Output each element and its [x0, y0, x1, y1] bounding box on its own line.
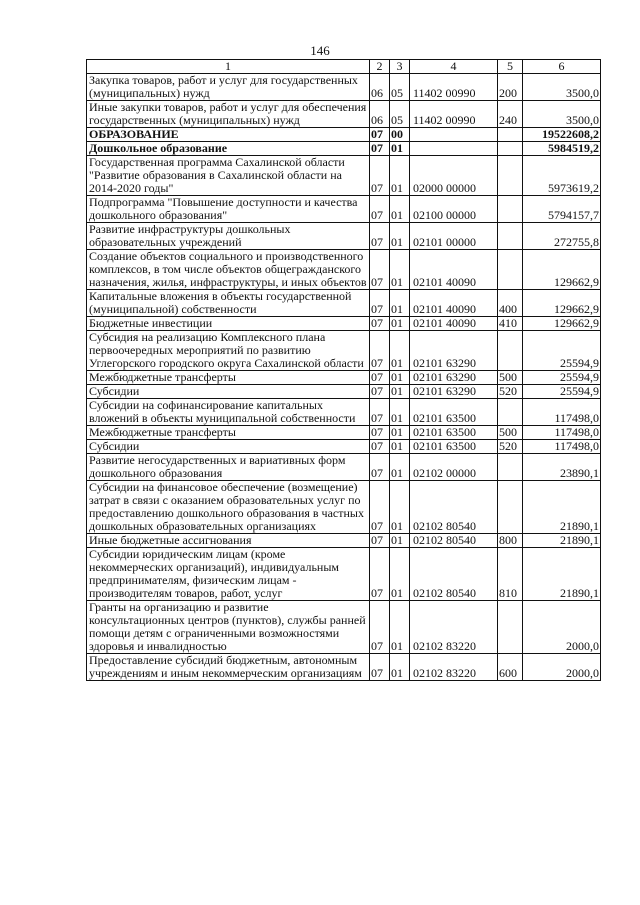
table-row — [87, 128, 601, 142]
row-name-cell: Межбюджетные трансферты — [87, 426, 370, 440]
amount-cell: 3500,0 — [523, 74, 601, 101]
table-row — [87, 534, 601, 548]
row-name-cell: Капитальные вложения в объекты государственной (муниципальной) собственности — [87, 290, 370, 317]
table-row — [87, 74, 601, 101]
row-name-cell: Субсидии на финансовое обеспечение (возмещение) затрат в связи с оказанием образовательных услуг по предоставлению дошкольного образования в частных дошкольных образовательных организациях — [87, 481, 370, 534]
table-row — [87, 601, 601, 654]
expense-type-cell: 200 — [498, 74, 523, 101]
amount-cell: 19522608,2 — [523, 128, 601, 142]
subsection-code-cell: 01 — [390, 290, 410, 317]
subsection-code-cell: 01 — [390, 601, 410, 654]
subsection-code-cell: 01 — [390, 548, 410, 601]
target-article-cell — [410, 142, 498, 156]
section-code-cell: 07 — [370, 331, 390, 371]
target-article-cell: 02100 00000 — [410, 196, 498, 223]
section-code-cell: 07 — [370, 534, 390, 548]
amount-cell: 25594,9 — [523, 331, 601, 371]
section-code-cell: 07 — [370, 128, 390, 142]
target-article-cell: 02101 63290 — [410, 331, 498, 371]
subsection-code-cell: 01 — [390, 156, 410, 196]
subsection-code-cell: 01 — [390, 440, 410, 454]
target-article-cell: 11402 00990 — [410, 101, 498, 128]
section-code-cell: 07 — [370, 454, 390, 481]
section-code-cell: 07 — [370, 440, 390, 454]
row-name-cell: Субсидии на софинансирование капитальных вложений в объекты муниципальной собственности — [87, 399, 370, 426]
column-header: 3 — [390, 60, 410, 74]
subsection-code-cell: 01 — [390, 142, 410, 156]
amount-cell: 21890,1 — [523, 548, 601, 601]
subsection-code-cell: 01 — [390, 317, 410, 331]
amount-cell: 25594,9 — [523, 371, 601, 385]
subsection-code-cell: 01 — [390, 385, 410, 399]
amount-cell: 129662,9 — [523, 290, 601, 317]
expense-type-cell: 600 — [498, 654, 523, 681]
table-row — [87, 385, 601, 399]
section-code-cell: 07 — [370, 290, 390, 317]
target-article-cell: 02102 80540 — [410, 481, 498, 534]
amount-cell: 25594,9 — [523, 385, 601, 399]
target-article-cell: 02101 00000 — [410, 223, 498, 250]
target-article-cell — [410, 128, 498, 142]
section-code-cell: 07 — [370, 481, 390, 534]
target-article-cell: 02101 63290 — [410, 385, 498, 399]
subsection-code-cell: 01 — [390, 454, 410, 481]
subsection-code-cell: 05 — [390, 101, 410, 128]
section-code-cell: 07 — [370, 250, 390, 290]
row-name-cell: Межбюджетные трансферты — [87, 371, 370, 385]
column-header: 2 — [370, 60, 390, 74]
expense-type-cell — [498, 196, 523, 223]
table-row — [87, 654, 601, 681]
amount-cell: 21890,1 — [523, 534, 601, 548]
target-article-cell: 02102 80540 — [410, 548, 498, 601]
expense-type-cell: 400 — [498, 290, 523, 317]
table-row — [87, 399, 601, 426]
table-row — [87, 223, 601, 250]
section-code-cell: 06 — [370, 101, 390, 128]
row-name-cell: Бюджетные инвестиции — [87, 317, 370, 331]
expense-type-cell: 810 — [498, 548, 523, 601]
row-name-cell: Предоставление субсидий бюджетным, автономным учреждениям и иным некоммерческим организациям — [87, 654, 370, 681]
target-article-cell: 02101 63290 — [410, 371, 498, 385]
expense-type-cell — [498, 601, 523, 654]
table-row — [87, 101, 601, 128]
table-row — [87, 156, 601, 196]
expense-type-cell — [498, 399, 523, 426]
column-header: 6 — [523, 60, 601, 74]
target-article-cell: 02101 40090 — [410, 290, 498, 317]
budget-table — [86, 59, 601, 681]
expense-type-cell — [498, 481, 523, 534]
amount-cell: 5984519,2 — [523, 142, 601, 156]
amount-cell: 5973619,2 — [523, 156, 601, 196]
target-article-cell: 02102 80540 — [410, 534, 498, 548]
subsection-code-cell: 01 — [390, 223, 410, 250]
page-number: 146 — [310, 43, 330, 58]
subsection-code-cell: 00 — [390, 128, 410, 142]
expense-type-cell: 240 — [498, 101, 523, 128]
section-code-cell: 07 — [370, 399, 390, 426]
subsection-code-cell: 01 — [390, 654, 410, 681]
table-row — [87, 548, 601, 601]
subsection-code-cell: 01 — [390, 481, 410, 534]
amount-cell: 272755,8 — [523, 223, 601, 250]
amount-cell: 117498,0 — [523, 426, 601, 440]
section-code-cell: 07 — [370, 548, 390, 601]
subsection-code-cell: 01 — [390, 534, 410, 548]
target-article-cell: 02102 83220 — [410, 654, 498, 681]
section-code-cell: 07 — [370, 385, 390, 399]
row-name-cell: Развитие негосударственных и вариативных форм дошкольного образования — [87, 454, 370, 481]
section-code-cell: 07 — [370, 654, 390, 681]
subsection-code-cell: 01 — [390, 426, 410, 440]
row-name-cell: Закупка товаров, работ и услуг для государственных (муниципальных) нужд — [87, 74, 370, 101]
row-name-cell: Дошкольное образование — [87, 142, 370, 156]
target-article-cell: 02101 63500 — [410, 440, 498, 454]
subsection-code-cell: 01 — [390, 399, 410, 426]
expense-type-cell — [498, 250, 523, 290]
amount-cell: 2000,0 — [523, 654, 601, 681]
expense-type-cell — [498, 156, 523, 196]
table-row — [87, 440, 601, 454]
target-article-cell: 02102 83220 — [410, 601, 498, 654]
row-name-cell: Иные закупки товаров, работ и услуг для обеспечения государственных (муниципальных) нужд — [87, 101, 370, 128]
target-article-cell: 11402 00990 — [410, 74, 498, 101]
section-code-cell: 07 — [370, 601, 390, 654]
table-row — [87, 317, 601, 331]
target-article-cell: 02101 40090 — [410, 317, 498, 331]
target-article-cell: 02102 00000 — [410, 454, 498, 481]
row-name-cell: Подпрограмма "Повышение доступности и качества дошкольного образования" — [87, 196, 370, 223]
row-name-cell: Развитие инфраструктуры дошкольных образовательных учреждений — [87, 223, 370, 250]
section-code-cell: 06 — [370, 74, 390, 101]
table-row — [87, 371, 601, 385]
row-name-cell: Государственная программа Сахалинской области "Развитие образования в Сахалинской области на 2014-2020 годы" — [87, 156, 370, 196]
row-name-cell: Субсидия на реализацию Комплексного плана первоочередных мероприятий по развитию Углегорского городского округа Сахалинской области — [87, 331, 370, 371]
row-name-cell: Создание объектов социального и производственного комплексов, в том числе объектов общегражданского назначения, жилья, инфраструктуры, и иных объектов — [87, 250, 370, 290]
subsection-code-cell: 01 — [390, 331, 410, 371]
row-name-cell: ОБРАЗОВАНИЕ — [87, 128, 370, 142]
expense-type-cell: 800 — [498, 534, 523, 548]
subsection-code-cell: 01 — [390, 371, 410, 385]
expense-type-cell: 410 — [498, 317, 523, 331]
table-row — [87, 250, 601, 290]
expense-type-cell — [498, 331, 523, 371]
section-code-cell: 07 — [370, 317, 390, 331]
table-row — [87, 196, 601, 223]
expense-type-cell — [498, 142, 523, 156]
expense-type-cell: 500 — [498, 426, 523, 440]
subsection-code-cell: 05 — [390, 74, 410, 101]
amount-cell: 129662,9 — [523, 250, 601, 290]
amount-cell: 5794157,7 — [523, 196, 601, 223]
amount-cell: 3500,0 — [523, 101, 601, 128]
section-code-cell: 07 — [370, 142, 390, 156]
target-article-cell: 02101 63500 — [410, 426, 498, 440]
section-code-cell: 07 — [370, 426, 390, 440]
column-header: 4 — [410, 60, 498, 74]
expense-type-cell — [498, 128, 523, 142]
column-header: 1 — [87, 60, 370, 74]
table-row — [87, 290, 601, 317]
amount-cell: 117498,0 — [523, 399, 601, 426]
row-name-cell: Иные бюджетные ассигнования — [87, 534, 370, 548]
amount-cell: 117498,0 — [523, 440, 601, 454]
expense-type-cell: 520 — [498, 385, 523, 399]
subsection-code-cell: 01 — [390, 196, 410, 223]
row-name-cell: Субсидии юридическим лицам (кроме некоммерческих организаций), индивидуальным предпринимателям, физическим лицам - производителям товаров, работ, услуг — [87, 548, 370, 601]
amount-cell: 23890,1 — [523, 454, 601, 481]
table-row — [87, 331, 601, 371]
expense-type-cell: 520 — [498, 440, 523, 454]
amount-cell: 21890,1 — [523, 481, 601, 534]
expense-type-cell — [498, 223, 523, 250]
section-code-cell: 07 — [370, 371, 390, 385]
expense-type-cell: 500 — [498, 371, 523, 385]
expense-type-cell — [498, 454, 523, 481]
section-code-cell: 07 — [370, 156, 390, 196]
target-article-cell: 02000 00000 — [410, 156, 498, 196]
target-article-cell: 02101 40090 — [410, 250, 498, 290]
amount-cell: 2000,0 — [523, 601, 601, 654]
row-name-cell: Гранты на организацию и развитие консультационных центров (пунктов), службы ранней помощи детям с ограниченными возможностями здоровья и инвалидностью — [87, 601, 370, 654]
table-row — [87, 142, 601, 156]
row-name-cell: Субсидии — [87, 385, 370, 399]
subsection-code-cell: 01 — [390, 250, 410, 290]
table-row — [87, 454, 601, 481]
table-row — [87, 426, 601, 440]
table-header-row — [87, 60, 601, 74]
target-article-cell: 02101 63500 — [410, 399, 498, 426]
column-header: 5 — [498, 60, 523, 74]
section-code-cell: 07 — [370, 196, 390, 223]
section-code-cell: 07 — [370, 223, 390, 250]
row-name-cell: Субсидии — [87, 440, 370, 454]
amount-cell: 129662,9 — [523, 317, 601, 331]
table-row — [87, 481, 601, 534]
